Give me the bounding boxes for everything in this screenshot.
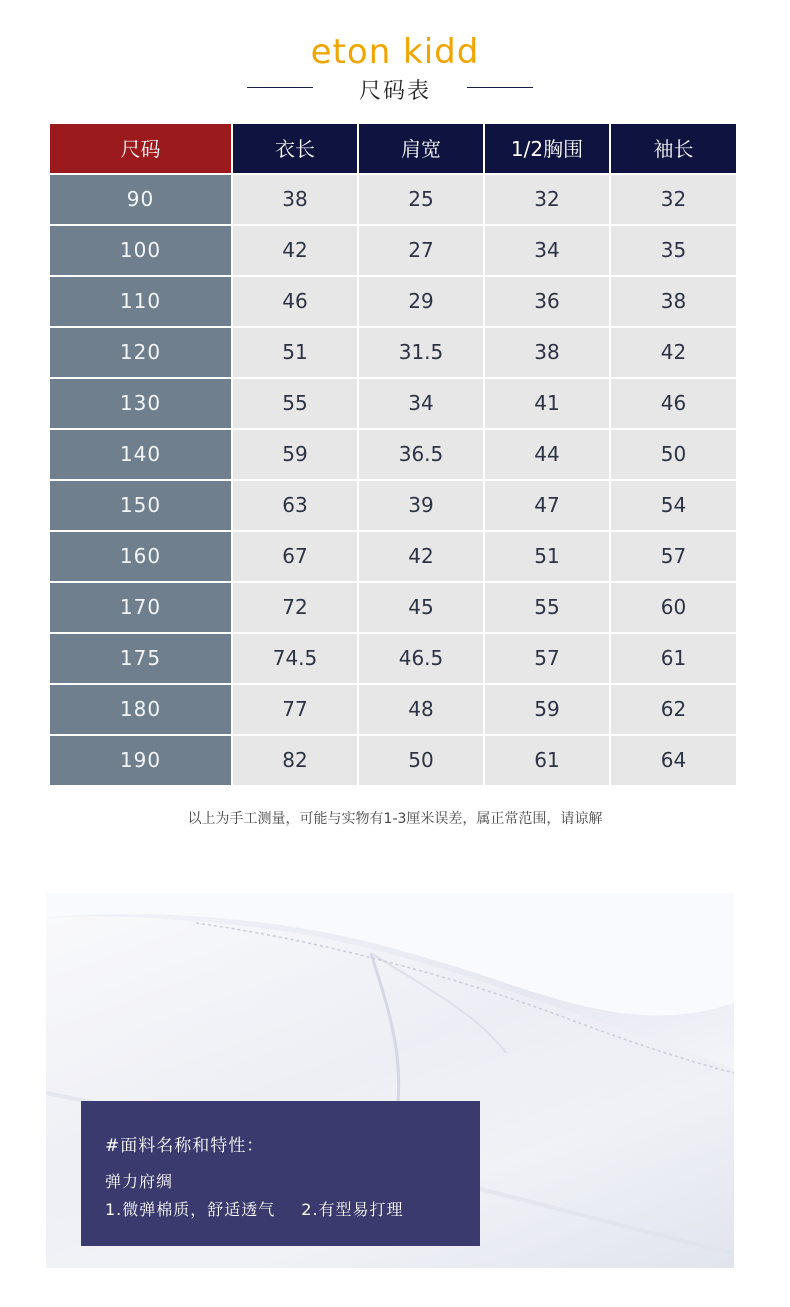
length-cell: 74.5 <box>233 634 357 683</box>
fabric-section-title: #面料名称和特性： <box>105 1136 265 1156</box>
column-header-size: 尺码 <box>50 124 231 173</box>
shoulder-cell: 42 <box>359 532 483 581</box>
sleeve-cell: 54 <box>611 481 736 530</box>
size-cell: 90 <box>50 175 231 224</box>
size-cell: 120 <box>50 328 231 377</box>
divider-line-right <box>467 87 533 88</box>
table-row <box>50 175 736 224</box>
brand-header <box>0 32 790 72</box>
table-row <box>50 583 736 632</box>
shoulder-cell: 50 <box>359 736 483 785</box>
size-cell: 170 <box>50 583 231 632</box>
size-cell: 175 <box>50 634 231 683</box>
size-cell: 150 <box>50 481 231 530</box>
table-row <box>50 277 736 326</box>
chest-cell: 44 <box>485 430 609 479</box>
fabric-features <box>105 1197 404 1220</box>
shoulder-cell: 31.5 <box>359 328 483 377</box>
length-cell: 46 <box>233 277 357 326</box>
chest-cell: 47 <box>485 481 609 530</box>
shoulder-cell: 34 <box>359 379 483 428</box>
column-header-length: 衣长 <box>233 124 357 173</box>
table-row <box>50 379 736 428</box>
table-row <box>50 328 736 377</box>
size-cell: 100 <box>50 226 231 275</box>
sleeve-cell: 38 <box>611 277 736 326</box>
shoulder-cell: 27 <box>359 226 483 275</box>
table-header-row <box>50 124 736 173</box>
table-row <box>50 532 736 581</box>
sleeve-cell: 60 <box>611 583 736 632</box>
chest-cell: 57 <box>485 634 609 683</box>
brand-logo: eton kidd <box>310 32 480 72</box>
chest-cell: 59 <box>485 685 609 734</box>
chest-cell: 36 <box>485 277 609 326</box>
length-cell: 82 <box>233 736 357 785</box>
table-row <box>50 430 736 479</box>
sleeve-cell: 62 <box>611 685 736 734</box>
size-cell: 160 <box>50 532 231 581</box>
shoulder-cell: 46.5 <box>359 634 483 683</box>
size-cell: 110 <box>50 277 231 326</box>
sleeve-cell: 46 <box>611 379 736 428</box>
table-row <box>50 685 736 734</box>
measurement-note: 以上为手工测量，可能与实物有1-3厘米误差，属正常范围，请谅解 <box>187 811 603 827</box>
sleeve-cell: 35 <box>611 226 736 275</box>
column-header-chest: 1/2胸围 <box>485 124 609 173</box>
page-title: 尺码表 <box>358 79 431 104</box>
length-cell: 63 <box>233 481 357 530</box>
shoulder-cell: 39 <box>359 481 483 530</box>
size-cell: 180 <box>50 685 231 734</box>
length-cell: 55 <box>233 379 357 428</box>
size-cell: 140 <box>50 430 231 479</box>
size-cell: 190 <box>50 736 231 785</box>
length-cell: 67 <box>233 532 357 581</box>
chest-cell: 38 <box>485 328 609 377</box>
chest-cell: 32 <box>485 175 609 224</box>
column-header-shoulder: 肩宽 <box>359 124 483 173</box>
chest-cell: 55 <box>485 583 609 632</box>
table-row <box>50 634 736 683</box>
table-row <box>50 226 736 275</box>
length-cell: 59 <box>233 430 357 479</box>
length-cell: 38 <box>233 175 357 224</box>
column-header-sleeve: 袖长 <box>611 124 736 173</box>
length-cell: 42 <box>233 226 357 275</box>
sleeve-cell: 32 <box>611 175 736 224</box>
shoulder-cell: 48 <box>359 685 483 734</box>
sleeve-cell: 57 <box>611 532 736 581</box>
shoulder-cell: 36.5 <box>359 430 483 479</box>
sleeve-cell: 61 <box>611 634 736 683</box>
fabric-feature-1: 1.微弹棉质，舒适透气 <box>105 1200 276 1219</box>
table-row <box>50 736 736 785</box>
fabric-feature-2: 2.有型易打理 <box>301 1200 404 1219</box>
length-cell: 72 <box>233 583 357 632</box>
shoulder-cell: 29 <box>359 277 483 326</box>
shoulder-cell: 45 <box>359 583 483 632</box>
length-cell: 77 <box>233 685 357 734</box>
chest-cell: 51 <box>485 532 609 581</box>
shoulder-cell: 25 <box>359 175 483 224</box>
length-cell: 51 <box>233 328 357 377</box>
sleeve-cell: 50 <box>611 430 736 479</box>
size-cell: 130 <box>50 379 231 428</box>
fabric-name: 弹力府绸 <box>105 1172 174 1191</box>
sleeve-cell: 64 <box>611 736 736 785</box>
fabric-info-panel <box>81 1101 480 1246</box>
brand-subtitle-row <box>0 72 790 104</box>
table-row <box>50 481 736 530</box>
chest-cell: 34 <box>485 226 609 275</box>
sleeve-cell: 42 <box>611 328 736 377</box>
chest-cell: 41 <box>485 379 609 428</box>
chest-cell: 61 <box>485 736 609 785</box>
